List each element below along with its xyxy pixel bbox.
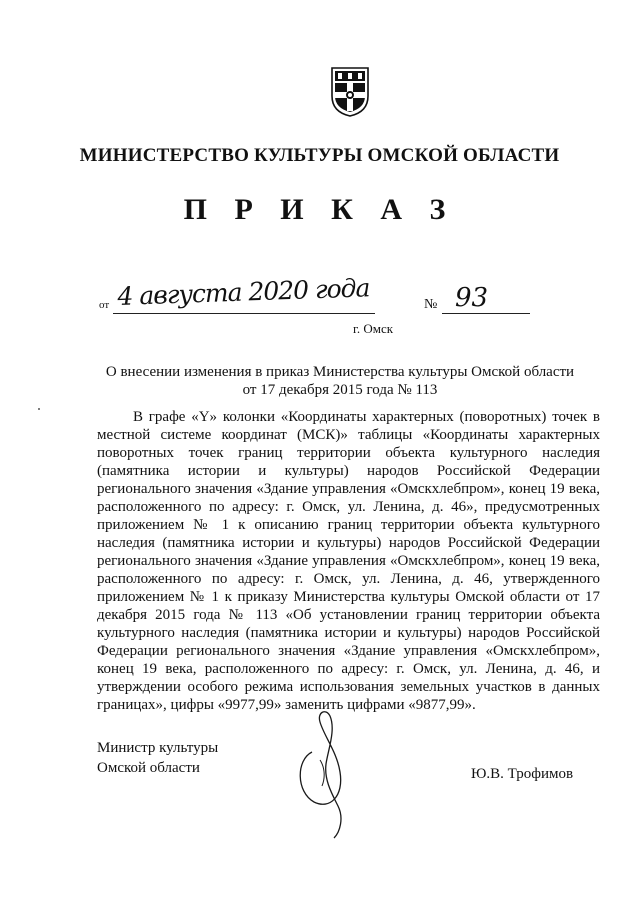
handwritten-number: 93 <box>455 283 489 313</box>
signatory-title <box>97 738 218 778</box>
signatory-title-line-2: Омской области <box>97 760 200 776</box>
date-prefix: от <box>99 299 110 311</box>
signatory-title-line-1: Министр культуры <box>97 740 219 756</box>
handwritten-signature-icon <box>290 700 365 840</box>
order-subject <box>60 363 620 399</box>
number-underline <box>442 313 530 314</box>
number-prefix: № <box>424 297 438 312</box>
city: г. Омск <box>353 321 394 336</box>
scan-speck <box>38 408 40 410</box>
ministry-name: МИНИСТЕРСТВО КУЛЬТУРЫ ОМСКОЙ ОБЛАСТИ <box>79 145 560 166</box>
subject-line-1: О внесении изменения в приказ Министерства культуры Омской области <box>105 364 575 380</box>
handwritten-date: 4 августа 2020 года <box>116 273 370 311</box>
signatory-name: Ю.В. Трофимов <box>471 766 574 782</box>
subject-line-2: от 17 декабря 2015 года № 113 <box>242 382 438 398</box>
coat-of-arms-icon <box>330 66 370 118</box>
date-underline <box>113 313 375 314</box>
order-body-paragraph: В графе «Y» колонки «Координаты характерных (поворотных) точек в местной системе координат (МСК)» таблицы «Координаты характерных поворотных точек границ территории объекта культурного наследия (памятника истории и культуры) народов Российской Федерации регионального значения «Здание управления «Омскхлебпром», конец 19 века, расположенного по адресу: г. Омск, ул. Ленина, д. 46», предусмотренных приложением № 1 к описанию границ территории объекта культурного наследия (памятника истории и культуры) народов Российской Федерации регионального значения «Здание управления «Омскхлебпром», конец 19 века, расположенного по адресу: г. Омск, ул. Ленина, д. 46, утвержденного приложением № 1 к приказу Министерства культуры Омской области от 17 декабря 2015 года № 113 «Об установлении границ территории объекта культурного наследия (памятника истории и культуры) народов Российской Федерации регионального значения «Здание управления «Омскхлебпром», конец 19 века, расположенного по адресу: г. Омск, ул. Ленина, д. 46, и утверждении особого режима использования земельных участков в данных границах», цифры «9977,99» заменить цифрами «9877,99». <box>97 409 600 713</box>
order-title: П Р И К А З <box>183 193 456 226</box>
